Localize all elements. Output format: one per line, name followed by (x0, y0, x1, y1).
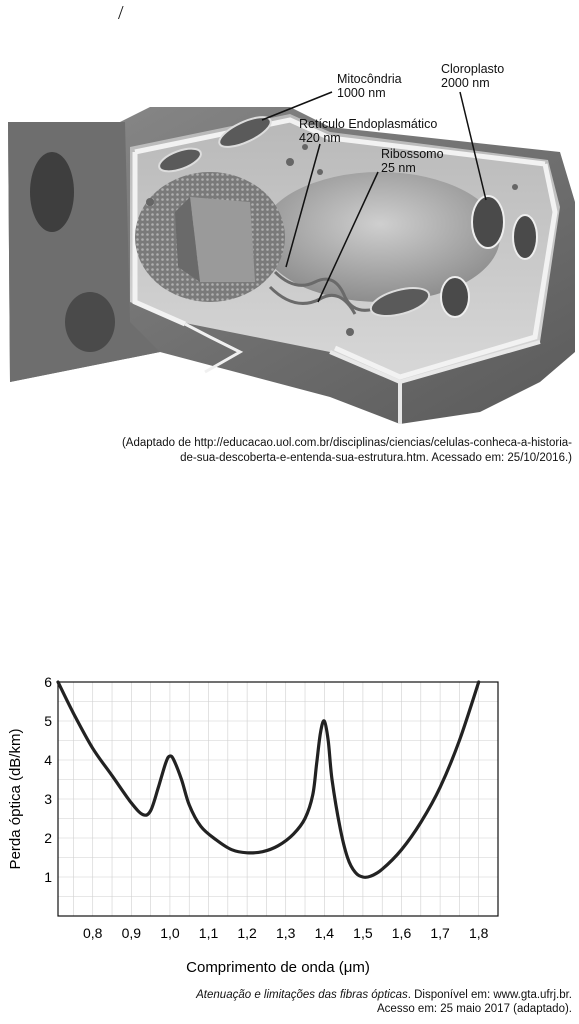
chloroplast (513, 215, 537, 259)
y-tick-label: 2 (44, 830, 52, 846)
y-tick-label: 3 (44, 791, 52, 807)
x-tick-label: 1,1 (198, 925, 219, 941)
nucleus-cut (190, 197, 255, 282)
x-tick-label: 1,0 (160, 925, 180, 941)
optical-loss-chart (0, 672, 579, 982)
chart-grid (58, 682, 498, 916)
y-tick-label: 5 (44, 713, 52, 729)
x-tick-label: 1,2 (237, 925, 257, 941)
y-tick-labels (44, 674, 52, 885)
vesicle (286, 158, 294, 166)
caption-line: de-sua-descoberta-e-entenda-sua-estrutura.htm. Acessado em: 25/10/2016.) (180, 452, 572, 464)
y-tick-label: 1 (44, 869, 52, 885)
x-tick-label: 1,4 (314, 925, 335, 941)
x-tick-label: 1,7 (430, 925, 450, 941)
chart-caption (0, 988, 572, 1016)
label-cloroplasto: Cloroplasto 2000 nm (441, 62, 505, 90)
plant-cell-illustration (0, 52, 579, 432)
x-tick-labels (83, 925, 489, 941)
vesicle (317, 169, 323, 175)
caption-access-date: Acesso em: 25 maio 2017 (adaptado). (377, 1003, 572, 1015)
cell-figure-caption (0, 436, 572, 466)
caption-italic-title: Atenuação e limitações das fibras ópticas (196, 989, 408, 1001)
caption-source: . Disponível em: www.gta.ufrj.br. (407, 989, 572, 1001)
top-slash-mark: / (118, 2, 124, 24)
y-tick-label: 6 (44, 674, 52, 690)
x-tick-label: 1,3 (275, 925, 296, 941)
x-tick-label: 1,5 (353, 925, 373, 941)
vesicle (146, 198, 154, 206)
label-ribossomo: Ribossomo 25 nm (381, 147, 444, 175)
chloroplast (441, 277, 469, 317)
y-tick-label: 4 (44, 752, 52, 768)
left-face-hole (30, 152, 74, 232)
chloroplast (472, 196, 504, 248)
caption-line: (Adaptado de http://educacao.uol.com.br/disciplinas/ciencias/celulas-conheca-a-historia- (121, 437, 572, 449)
vesicle (512, 184, 518, 190)
y-axis-label: Perda óptica (dB/km) (7, 728, 24, 870)
x-tick-label: 1,8 (468, 925, 489, 941)
label-reticulo: Retículo Endoplasmático 420 nm (299, 117, 438, 145)
left-face-hole (65, 292, 115, 352)
x-tick-label: 1,6 (391, 925, 412, 941)
label-mitocondria: Mitocôndria 1000 nm (337, 72, 402, 100)
x-tick-label: 0,8 (83, 925, 103, 941)
x-tick-label: 0,9 (121, 925, 142, 941)
x-axis-label: Comprimento de onda (μm) (186, 959, 370, 976)
vesicle (346, 328, 354, 336)
